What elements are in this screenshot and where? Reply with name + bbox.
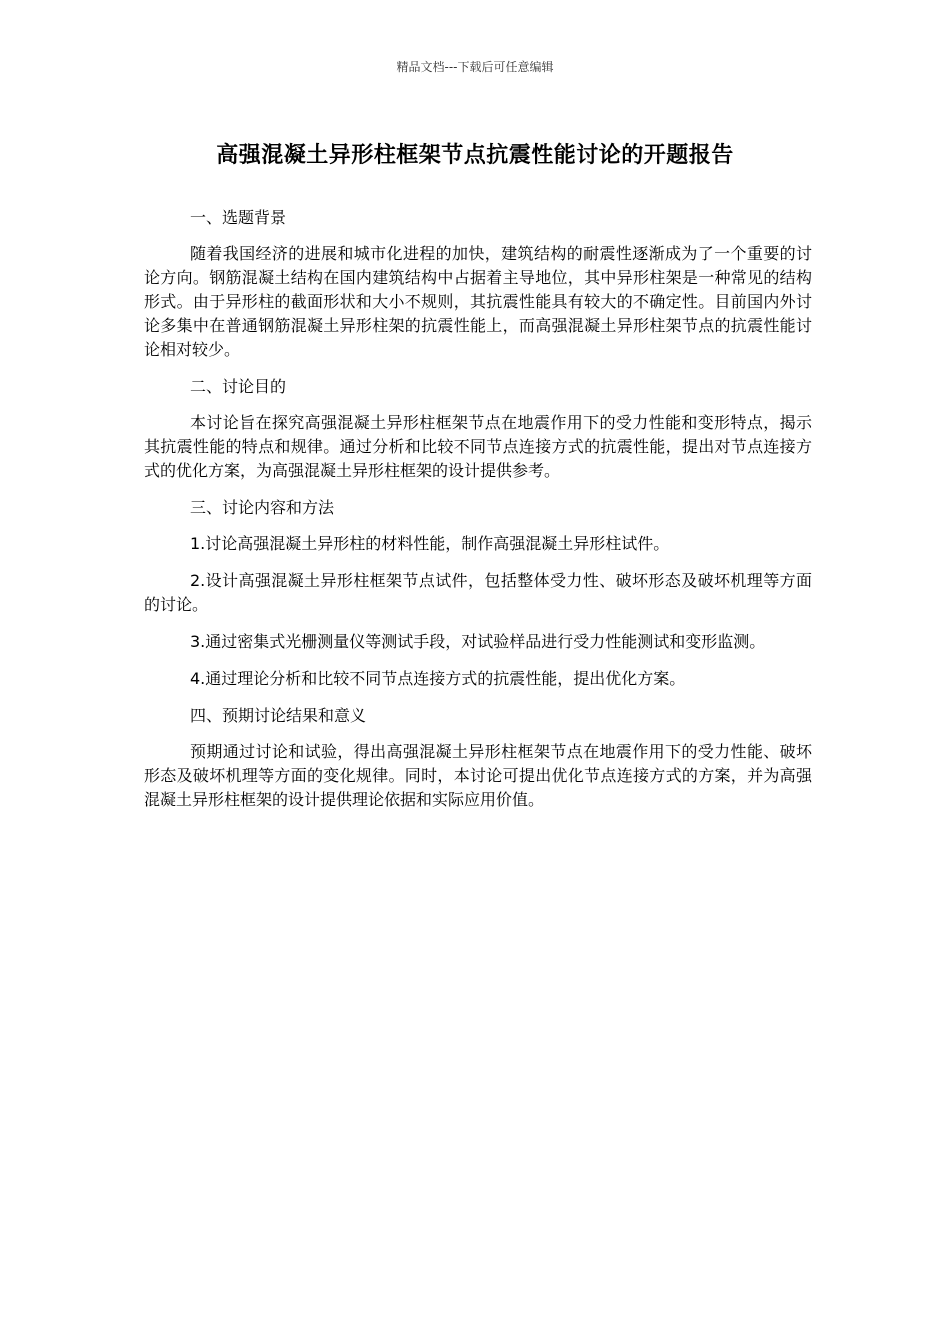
paragraph-purpose: 本讨论旨在探究高强混凝土异形柱框架节点在地震作用下的受力性能和变形特点，揭示其抗震性能的特点和规律。通过分析和比较不同节点连接方式的抗震性能，提出对节点连接方式的优化方案，为高强混凝土异形柱框架的设计提供参考。 bbox=[144, 413, 812, 480]
section-heading-background: 一、选题背景 bbox=[190, 208, 287, 227]
list-item-method-4: 4.通过理论分析和比较不同节点连接方式的抗震性能，提出优化方案。 bbox=[190, 669, 686, 688]
section-heading-expected-results: 四、预期讨论结果和意义 bbox=[190, 706, 367, 725]
document-title: 高强混凝土异形柱框架节点抗震性能讨论的开题报告 bbox=[216, 143, 734, 168]
section-heading-purpose: 二、讨论目的 bbox=[190, 377, 287, 396]
paragraph-background: 随着我国经济的进展和城市化进程的加快，建筑结构的耐震性逐渐成为了一个重要的讨论方向。钢筋混凝土结构在国内建筑结构中占据着主导地位，其中异形柱架是一种常见的结构形式。由于异形柱的截面形状和大小不规则，其抗震性能具有较大的不确定性。目前国内外讨论多集中在普通钢筋混凝土异形柱架的抗震性能上，而高强混凝土异形柱架节点的抗震性能讨论相对较少。 bbox=[144, 244, 812, 359]
list-item-method-3: 3.通过密集式光栅测量仪等测试手段，对试验样品进行受力性能测试和变形监测。 bbox=[190, 632, 766, 651]
section-heading-content-methods: 三、讨论内容和方法 bbox=[190, 498, 335, 517]
list-item-method-1: 1.讨论高强混凝土异形柱的材料性能，制作高强混凝土异形柱试件。 bbox=[190, 534, 670, 553]
document-body bbox=[144, 206, 812, 825]
paragraph-expected-results: 预期通过讨论和试验，得出高强混凝土异形柱框架节点在地震作用下的受力性能、破坏形态及破坏机理等方面的变化规律。同时，本讨论可提出优化节点连接方式的方案，并为高强混凝土异形柱框架的设计提供理论依据和实际应用价值。 bbox=[144, 742, 812, 809]
list-item-method-2: 2.设计高强混凝土异形柱框架节点试件，包括整体受力性、破坏形态及破坏机理等方面的讨论。 bbox=[144, 571, 812, 614]
header-note: 精品文档---下载后可任意编辑 bbox=[396, 60, 554, 74]
